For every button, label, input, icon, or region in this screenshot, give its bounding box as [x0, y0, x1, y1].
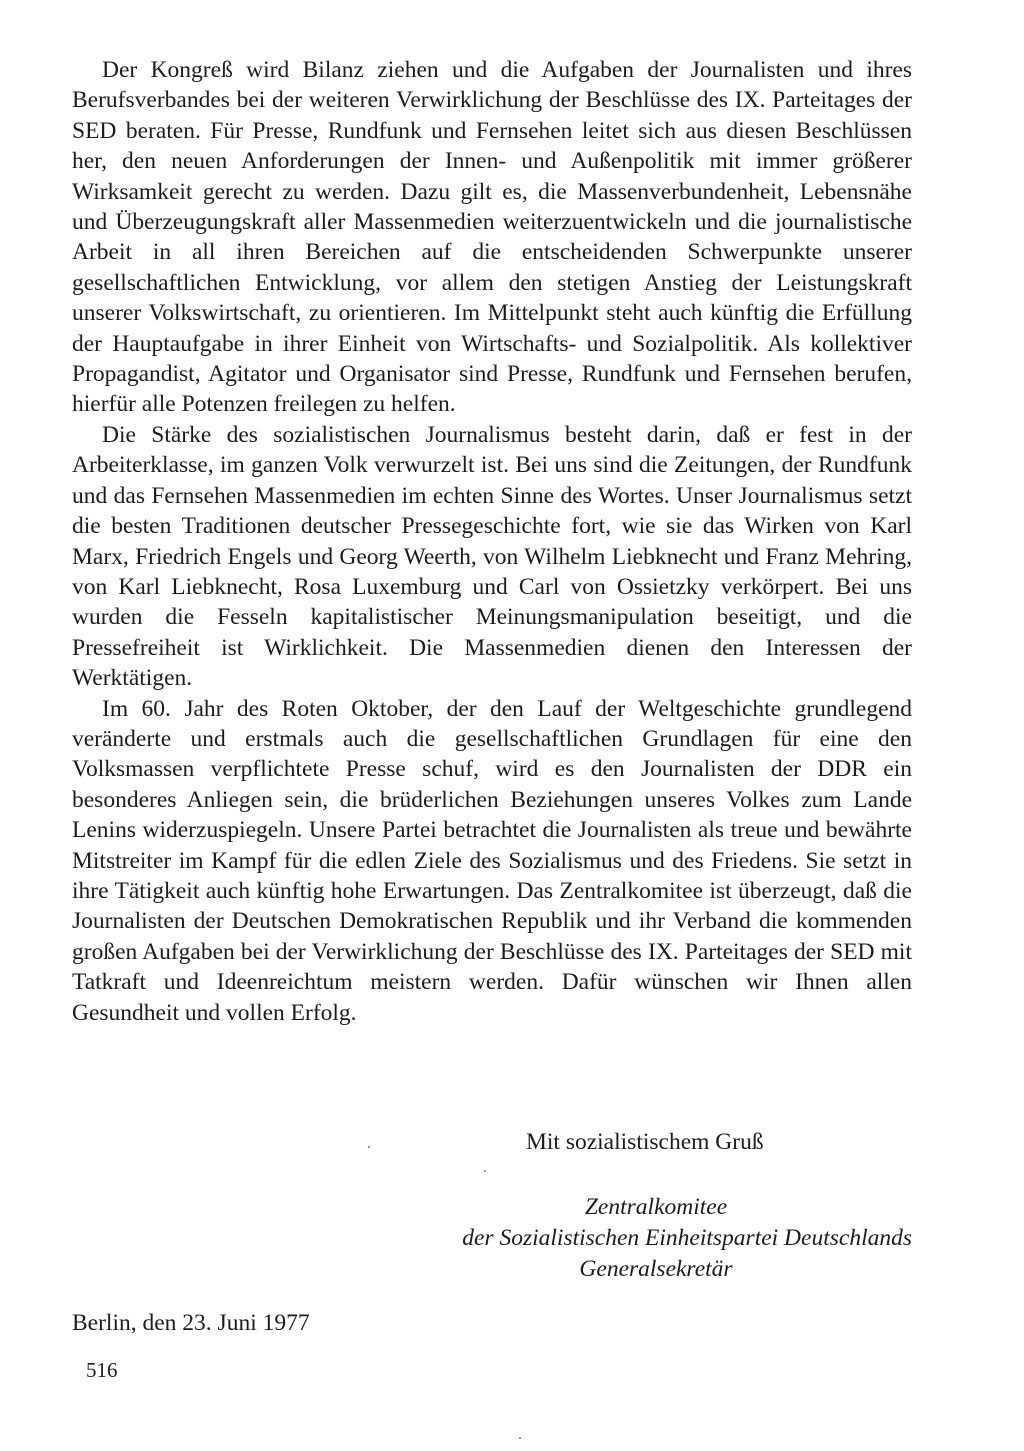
paragraph-2: Die Stärke des sozialistischen Journalismus besteht darin, daß er fest in der Arbeiterklasse, im ganzen Volk verwurzelt ist. Bei uns sind die Zeitungen, der Rundfunk und das Fernsehen Massenmedien im echten Sinne des Wortes. Unser Journalismus setzt die besten Traditionen deutscher Pressegeschichte fort, wie sie das Wirken von Karl Marx, Friedrich Engels und Georg Weerth, von Wilhelm Liebknecht und Franz Mehring, von Karl Liebknecht, Rosa Luxemburg und Carl von Ossietzky verkörpert. Bei uns wurden die Fesseln kapitalistischer Meinungsmanipulation beseitigt, und die Pressefreiheit ist Wirklichkeit. Die Massenmedien dienen den Interessen der Werktätigen.: [72, 421, 912, 692]
closing-greeting: Mit sozialistischem Gruß: [526, 1129, 764, 1155]
signature-line-2: der Sozialistischen Einheitspartei Deutschlands: [462, 1225, 912, 1251]
paragraph-3: Im 60. Jahr des Roten Oktober, der den Lauf der Weltgeschichte grundlegend veränderte und erstmals auch die gesellschaftlichen Grundlagen für eine den Volksmassen verpflichtete Presse schuf, wird es den Journalisten der DDR ein besonderes Anliegen sein, die brüderlichen Beziehungen unseres Volkes zum Lande Lenins widerzuspiegeln. Unsere Partei betrachtet die Journalisten als treue und bewährte Mitstreiter im Kampf für die edlen Ziele des Sozialismus und des Friedens. Sie setzt in ihre Tätigkeit auch künftig hohe Erwartungen. Das Zentralkomitee ist überzeugt, daß die Journalisten der Deutschen Demokratischen Republik und ihr Verband die kommenden großen Aufgaben bei der Verwirklichung der Beschlüsse des IX. Parteitages der SED mit Tatkraft und Ideenreichtum meistern werden. Dafür wünschen wir Ihnen allen Gesundheit und vollen Erfolg.: [72, 695, 912, 1026]
page-number: 516: [86, 1358, 118, 1382]
scan-speck: [519, 1437, 521, 1439]
signature-line-1: Zentralkomitee: [584, 1194, 728, 1220]
scan-speck: [484, 1170, 486, 1172]
scan-speck: [368, 1146, 370, 1148]
paragraph-1: Der Kongreß wird Bilanz ziehen und die Aufgaben der Journalisten und ihres Berufsverbandes bei der weiteren Verwirklichung der Beschlüsse des IX. Parteitages der SED beraten. Für Presse, Rundfunk und Fernsehen leitet sich aus diesen Beschlüssen her, den neuen Anforderungen der Innen- und Außenpolitik mit immer größerer Wirksamkeit gerecht zu werden. Dazu gilt es, die Massenverbundenheit, Lebensnähe und Überzeugungskraft aller Massenmedien weiterzuentwickeln und die journalistische Arbeit in all ihren Bereichen auf die entscheidenden Schwerpunkte unserer gesellschaftlichen Entwicklung, vor allem den stetigen Anstieg der Leistungskraft unserer Volkswirtschaft, zu orientieren. Im Mittelpunkt steht auch künftig die Erfüllung der Hauptaufgabe in ihrer Einheit von Wirtschafts- und Sozialpolitik. Als kollektiver Propagandist, Agitator und Organisator sind Presse, Rundfunk und Fernsehen berufen, hierfür alle Potenzen freilegen zu helfen.: [72, 57, 912, 418]
signature-block: [400, 1192, 912, 1285]
signature-line-3: Generalsekretär: [579, 1256, 733, 1282]
letter-body: [72, 55, 912, 1028]
place-and-date: Berlin, den 23. Juni 1977: [72, 1310, 310, 1336]
